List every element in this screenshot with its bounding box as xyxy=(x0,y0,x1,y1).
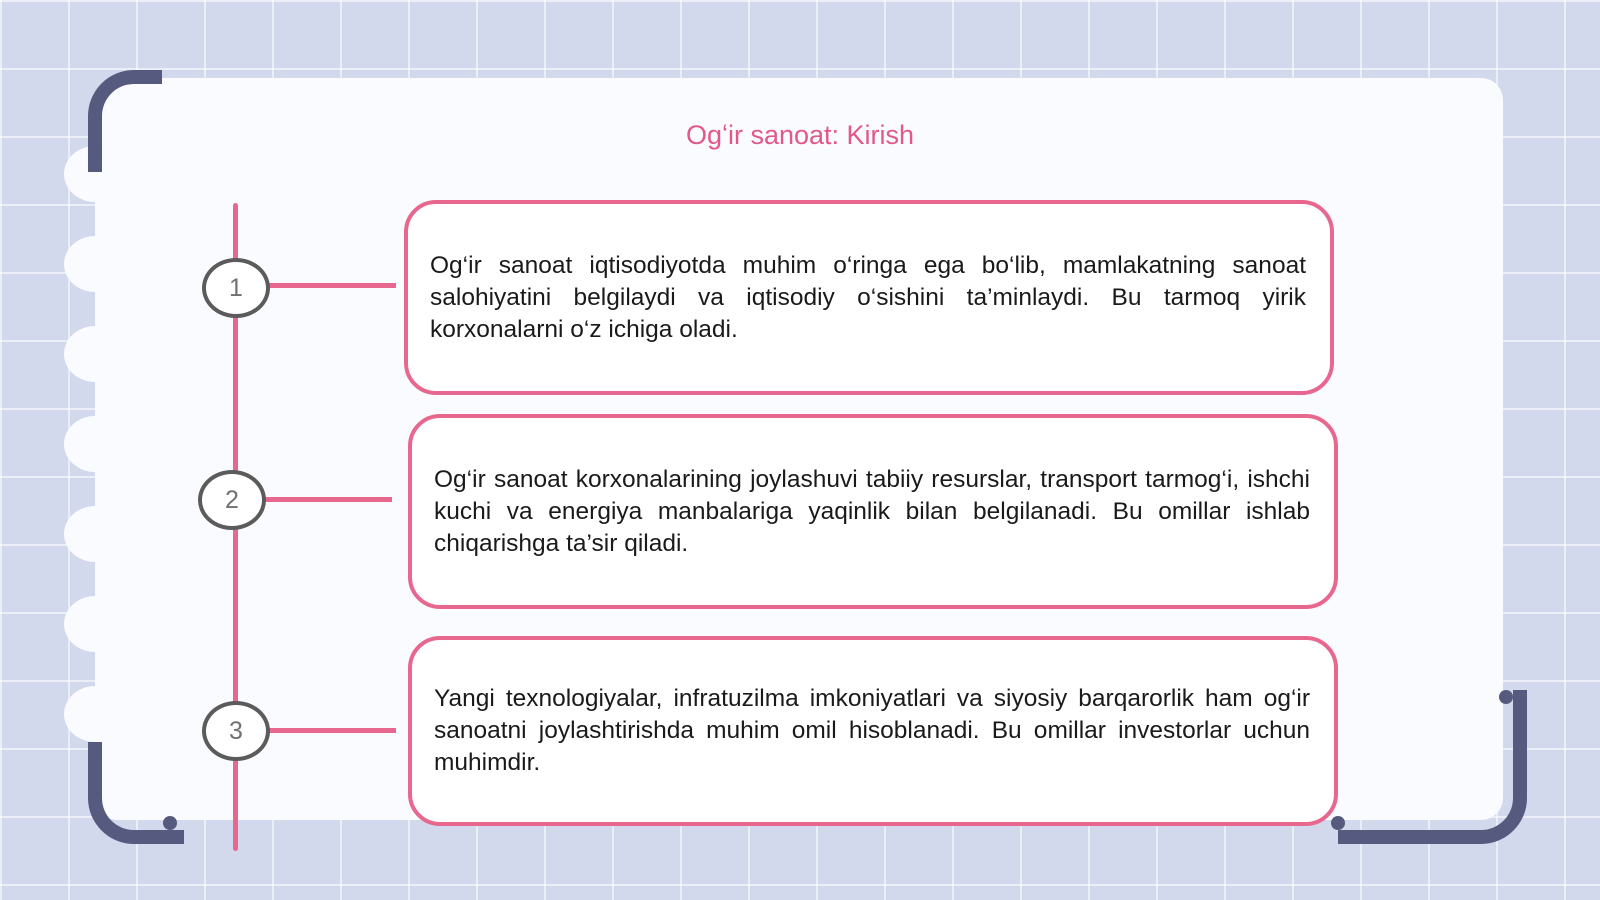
bracket-cap xyxy=(141,70,155,84)
bracket-cap xyxy=(88,742,102,756)
slide-title: Ogʻir sanoat: Kirish xyxy=(685,120,915,150)
timeline-connector xyxy=(268,728,396,733)
step-number-3: 3 xyxy=(202,701,270,761)
corner-bracket-bottom-right xyxy=(1338,690,1527,844)
info-card-text: Yangi texnologiyalar, infratuzilma imkoniyatlari va siyosiy barqarorlik ham og‘ir sanoatni joylashtirishda muhim omil hisoblanadi. Bu omillar investorlar uchun muhimdir. xyxy=(434,685,1310,776)
paper-scallop xyxy=(64,236,126,292)
bracket-cap xyxy=(88,145,102,159)
info-card-3 xyxy=(408,636,1338,826)
info-card-1 xyxy=(404,200,1334,395)
info-card-2 xyxy=(408,414,1338,609)
bracket-cap xyxy=(1331,816,1345,830)
paper-scallop xyxy=(64,596,126,652)
paper-scallop xyxy=(64,326,126,382)
paper-scallop xyxy=(64,686,126,742)
bracket-cap xyxy=(1499,690,1513,704)
timeline-connector xyxy=(264,497,392,502)
timeline-connector xyxy=(268,283,396,288)
info-card-text: Og‘ir sanoat iqtisodiyotda muhim o‘ringa ega bo‘lib, mamlakatning sanoat salohiyatini belgilaydi va iqtisodiy o‘sishini ta’minlaydi. Bu tarmoq yirik korxonalarni o‘z ichiga oladi. xyxy=(430,251,1306,343)
paper-scallop xyxy=(64,416,126,472)
bracket-cap xyxy=(163,816,177,830)
info-card-text: Og‘ir sanoat korxonalarining joylashuvi tabiiy resurslar, transport tarmog‘i, ishchi kuchi va energiya manbalariga yaqinlik bilan belgilanadi. Bu omillar ishlab chiqarishga ta’sir qiladi. xyxy=(434,465,1310,557)
step-number-2: 2 xyxy=(198,470,266,530)
step-number-1: 1 xyxy=(202,258,270,318)
paper-scallop xyxy=(64,506,126,562)
